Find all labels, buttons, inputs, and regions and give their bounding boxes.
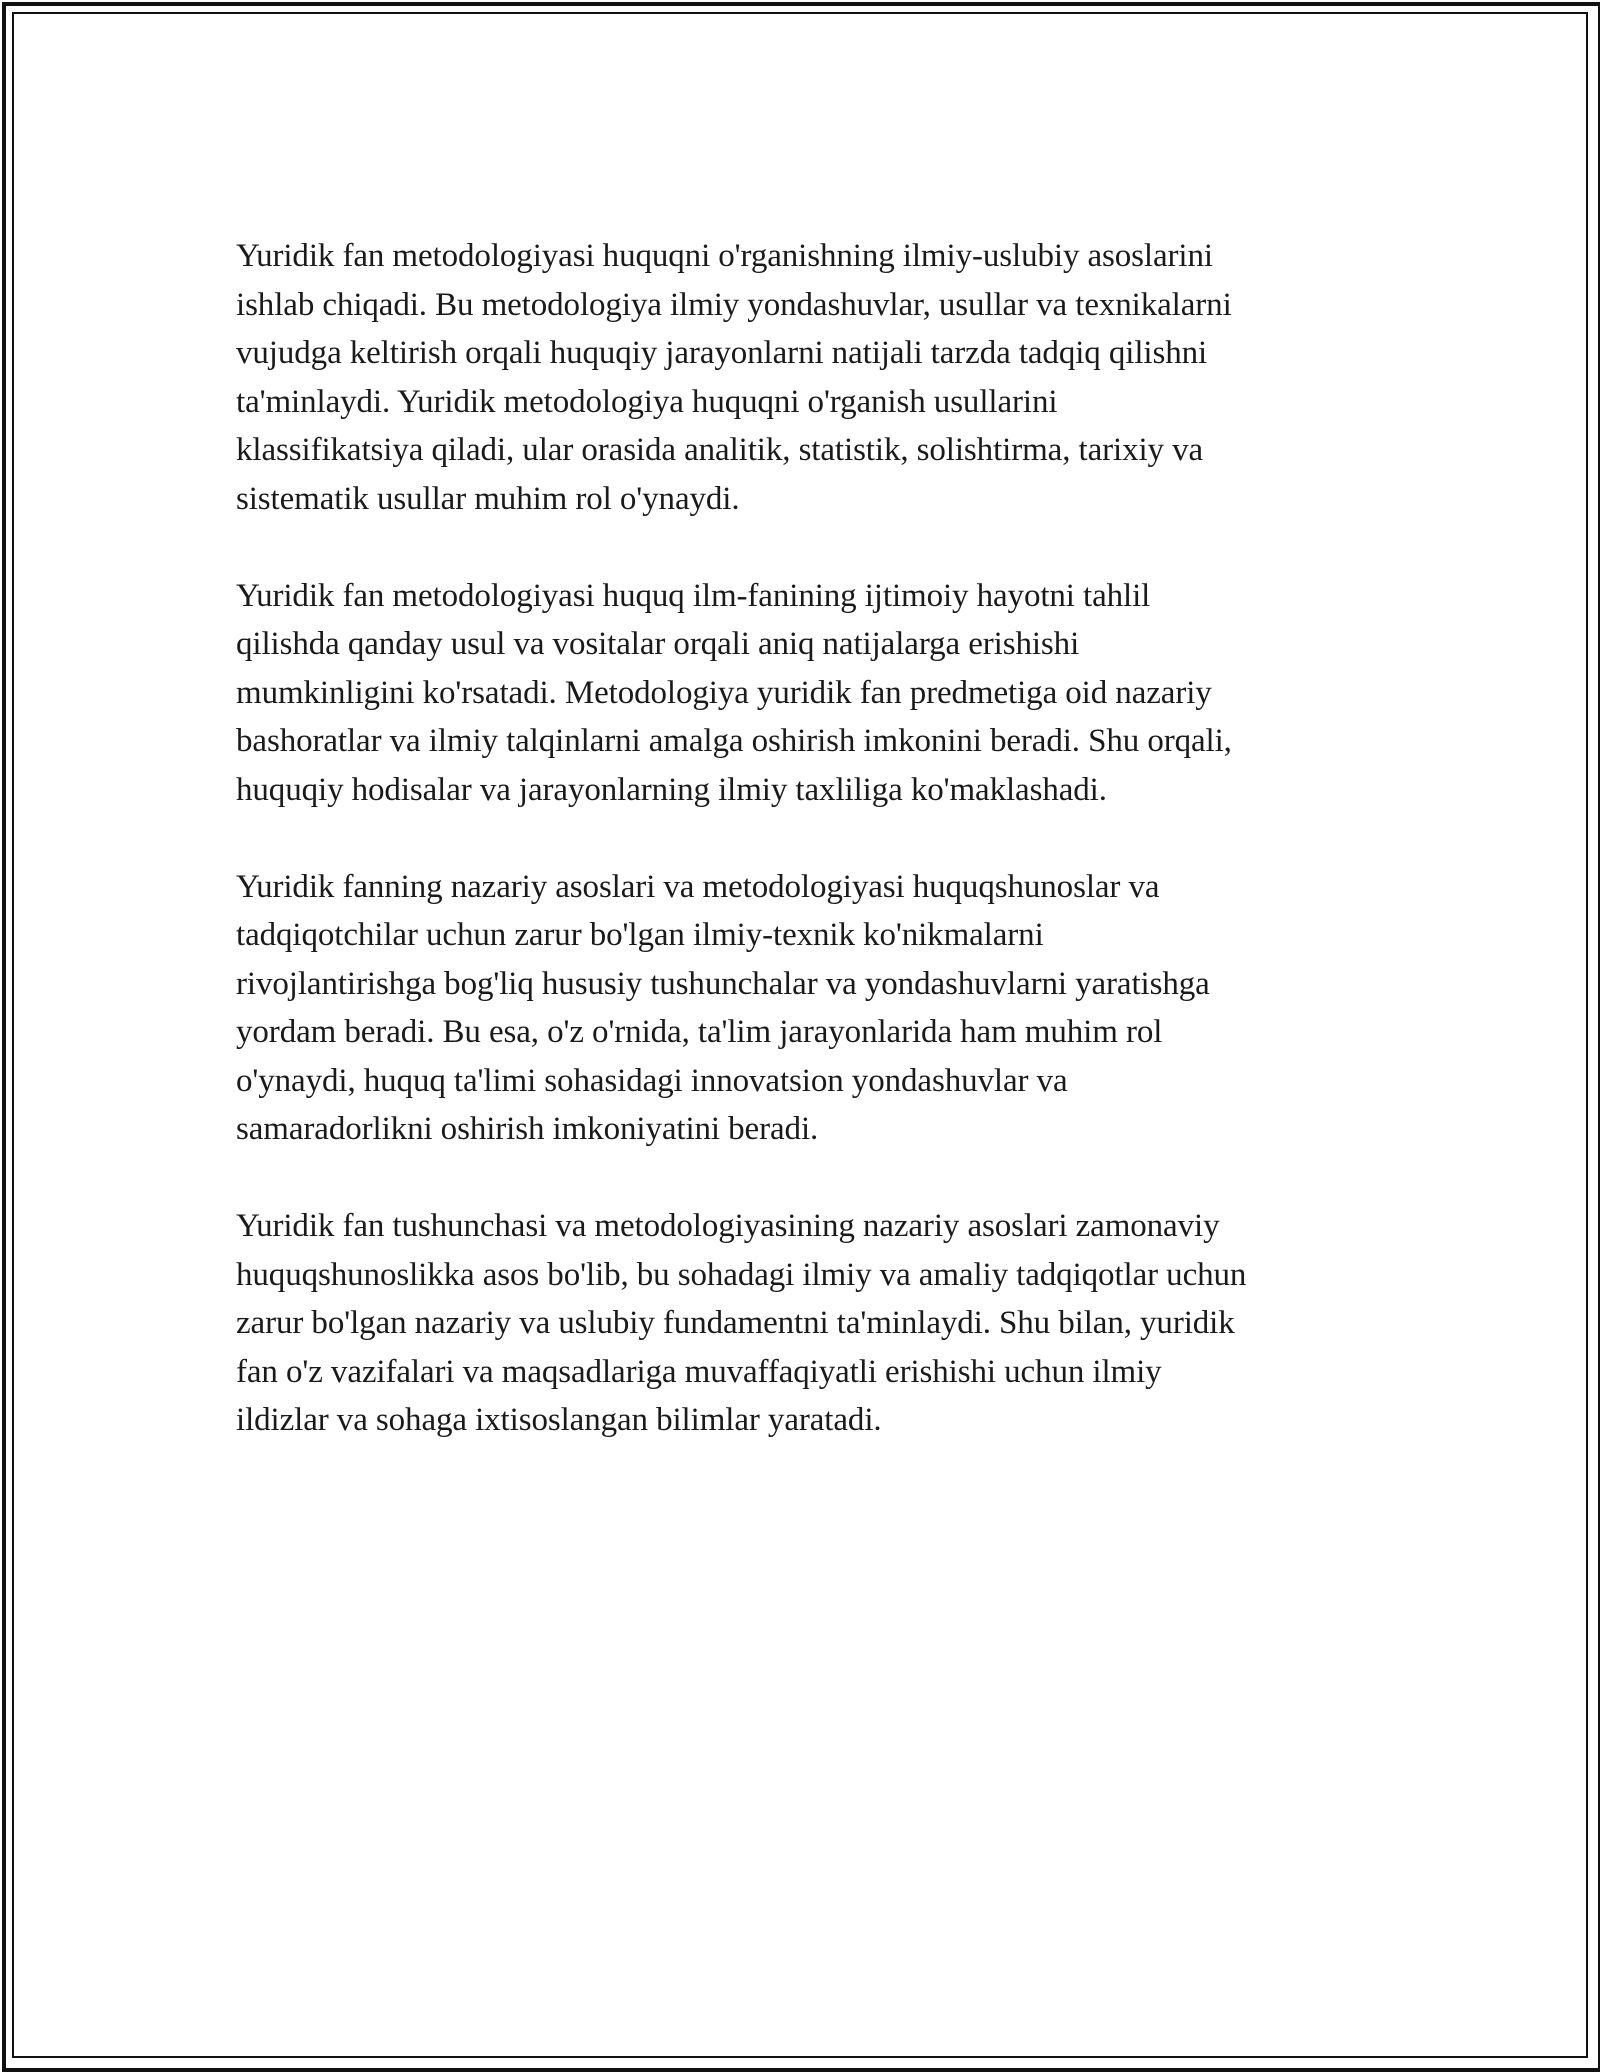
paragraph-1 bbox=[236, 232, 1376, 523]
paragraph-3 bbox=[236, 863, 1376, 1154]
text-line: klassifikatsiya qiladi, ular orasida analitik, statistik, solishtirma, tarixiy va bbox=[236, 432, 1204, 468]
text-line: fan o'z vazifalari va maqsadlariga muvaffaqiyatli erishishi uchun ilmiy bbox=[236, 1353, 1162, 1390]
text-line: samaradorlikni oshirish imkoniyatini beradi. bbox=[236, 1111, 819, 1147]
text-line: yordam beradi. Bu esa, o'z o'rnida, ta'lim jarayonlarida ham muhim rol bbox=[236, 1014, 1163, 1050]
text-line: Yuridik fan metodologiyasi huquqni o'rganishning ilmiy-uslubiy asoslarini bbox=[236, 238, 1213, 274]
text-line: qilishda qanday usul va vositalar orqali aniq natijalarga erishishi bbox=[236, 626, 1080, 662]
text-line: ildizlar va sohaga ixtisoslangan bilimlar yaratadi. bbox=[236, 1402, 882, 1438]
text-line: tadqiqotchilar uchun zarur bo'lgan ilmiy-texnik ko'nikmalarni bbox=[236, 917, 1044, 953]
paragraph-2 bbox=[236, 572, 1376, 815]
text-line: Yuridik fan tushunchasi va metodologiyasining nazariy asoslari zamonaviy bbox=[236, 1208, 1220, 1244]
text-line: rivojlantirishga bog'liq hususiy tushunchalar va yondashuvlarni yaratishga bbox=[236, 965, 1210, 1002]
text-line: sistematik usullar muhim rol o'ynaydi. bbox=[236, 480, 740, 517]
text-line: zarur bo'lgan nazariy va uslubiy fundamentni ta'minlaydi. Shu bilan, yuridik bbox=[236, 1305, 1235, 1341]
text-line: Yuridik fanning nazariy asoslari va metodologiyasi huquqshunoslar va bbox=[236, 868, 1160, 905]
text-line: huquqiy hodisalar va jarayonlarning ilmiy taxliliga ko'maklashadi. bbox=[236, 771, 1107, 808]
text-line: vujudga keltirish orqali huquqiy jarayonlarni natijali tarzda tadqiq qilishni bbox=[236, 335, 1208, 371]
paragraph-4 bbox=[236, 1202, 1376, 1445]
text-line: bashoratlar va ilmiy talqinlarni amalga oshirish imkonini beradi. Shu orqali, bbox=[236, 723, 1232, 759]
text-line: o'ynaydi, huquq ta'limi sohasidagi innovatsion yondashuvlar va bbox=[236, 1062, 1068, 1099]
text-line: ta'minlaydi. Yuridik metodologiya huquqni o'rganish usullarini bbox=[236, 383, 1058, 420]
document-body bbox=[236, 232, 1376, 1493]
text-line: Yuridik fan metodologiyasi huquq ilm-fanining ijtimoiy hayotni tahlil bbox=[236, 577, 1151, 614]
text-line: mumkinligini ko'rsatadi. Metodologiya yuridik fan predmetiga oid nazariy bbox=[236, 674, 1212, 711]
text-line: ishlab chiqadi. Bu metodologiya ilmiy yondashuvlar, usullar va texnikalarni bbox=[236, 286, 1232, 323]
text-line: huquqshunoslikka asos bo'lib, bu sohadagi ilmiy va amaliy tadqiqotlar uchun bbox=[236, 1256, 1247, 1293]
